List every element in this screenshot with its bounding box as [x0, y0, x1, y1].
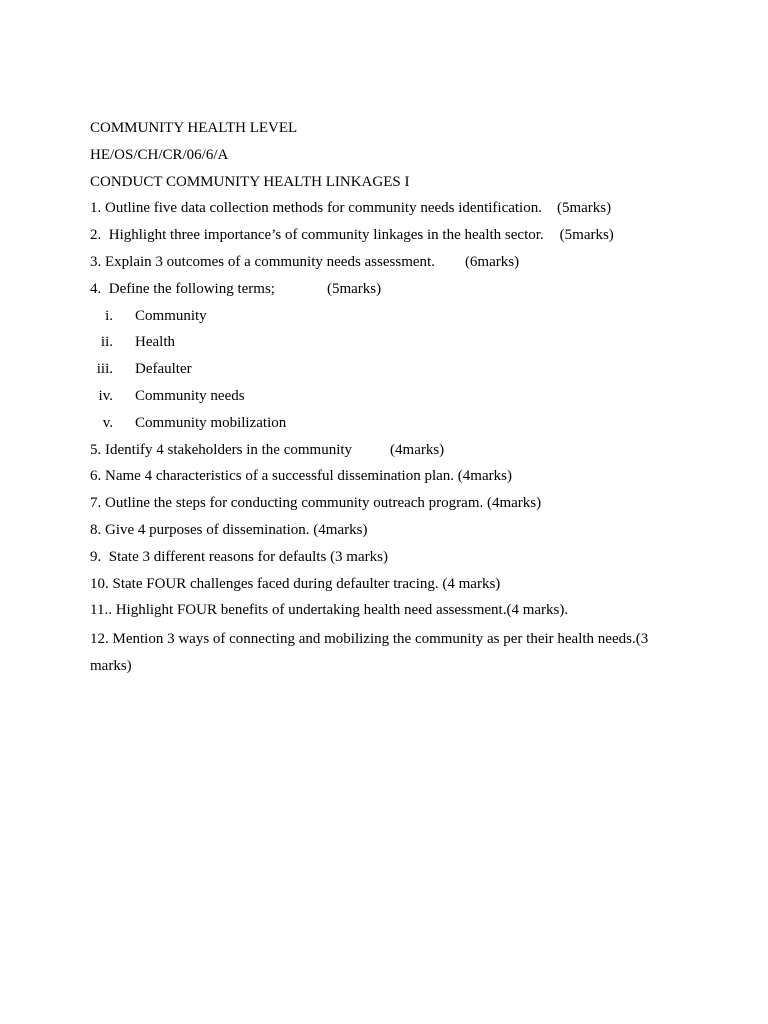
question-7: 7. Outline the steps for conducting community outreach program. (4marks) — [90, 495, 542, 512]
question-5-marks: (4marks) — [390, 441, 445, 458]
question-1 — [90, 197, 670, 224]
question-10: 10. State FOUR challenges faced during defaulter tracing. (4 marks) — [90, 575, 501, 592]
term-item — [90, 412, 670, 439]
header-unit: CONDUCT COMMUNITY HEALTH LINKAGES I — [90, 173, 410, 190]
question-2 — [90, 224, 670, 251]
question-4 — [90, 278, 670, 305]
term-text: Health — [135, 334, 175, 351]
term-numeral: i. — [105, 307, 113, 324]
question-3 — [90, 251, 670, 278]
question-9: 9. State 3 different reasons for defaults (3 marks) — [90, 548, 388, 565]
question-4-text: 4. Define the following terms; — [90, 280, 275, 297]
term-text: Defaulter — [135, 361, 192, 378]
question-2-text: 2. Highlight three importance’s of community linkages in the health sector. — [90, 227, 544, 244]
term-numeral: v. — [102, 414, 113, 431]
term-numeral: iii. — [96, 361, 113, 378]
question-5 — [90, 439, 670, 466]
header-level: COMMUNITY HEALTH LEVEL — [90, 120, 298, 136]
question-3-marks: (6marks) — [464, 253, 520, 270]
question-1-marks: (5marks) — [556, 200, 612, 217]
question-4-marks: (5marks) — [326, 280, 382, 297]
term-item — [90, 358, 670, 385]
question-8: 8. Give 4 purposes of dissemination. (4marks) — [90, 521, 368, 538]
question-5-text: 5. Identify 4 stakeholders in the community — [90, 441, 353, 458]
term-text: Community mobilization — [135, 414, 287, 431]
question-12: 12. Mention 3 ways of connecting and mobilizing the community as per their health needs.(3 marks) — [90, 631, 649, 674]
term-numeral: ii. — [100, 334, 113, 351]
header-code: HE/OS/CH/CR/06/6/A — [90, 146, 229, 163]
question-1-text: 1. Outline five data collection methods for community needs identification. — [90, 200, 542, 217]
term-item — [90, 331, 670, 358]
term-text: Community needs — [135, 387, 245, 404]
exam-document — [90, 117, 670, 680]
question-3-text: 3. Explain 3 outcomes of a community needs assessment. — [90, 253, 435, 270]
term-item — [90, 305, 670, 332]
question-2-marks: (5marks) — [559, 227, 614, 244]
term-text: Community — [135, 307, 207, 324]
question-11: 11.. Highlight FOUR benefits of undertaking health need assessment.(4 marks). — [90, 602, 569, 619]
term-item — [90, 385, 670, 412]
question-6: 6. Name 4 characteristics of a successful dissemination plan. (4marks) — [90, 468, 512, 485]
term-numeral: iv. — [98, 387, 113, 404]
